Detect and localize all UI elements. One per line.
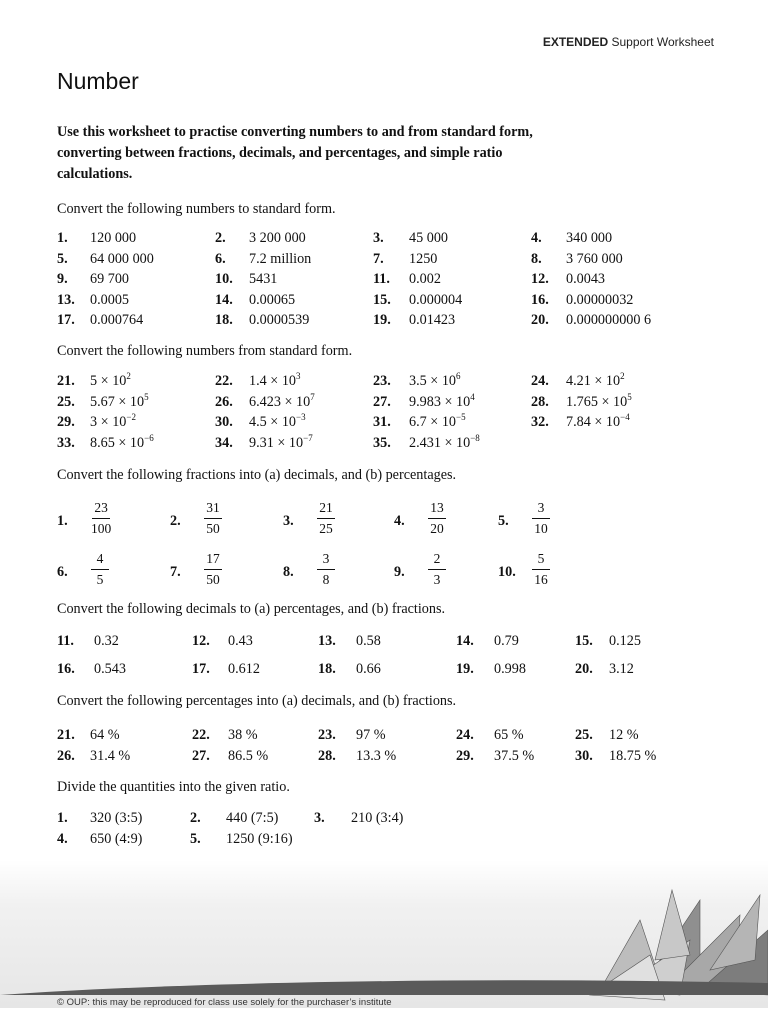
- question-number: 4.: [394, 513, 405, 529]
- question-number: 27.: [192, 747, 210, 764]
- question-number: 3.: [283, 513, 294, 529]
- question-number: 3.: [373, 230, 384, 246]
- percentage-item: [192, 727, 258, 744]
- question-value: $8.65 \times 10^{-6}$: [90, 433, 154, 452]
- question-value: 0.00065: [249, 291, 296, 308]
- question-number: 9.: [394, 564, 405, 580]
- to-standard-item: [531, 250, 623, 268]
- numerator: 21: [317, 498, 335, 519]
- question-number: 28.: [531, 393, 549, 410]
- question-number: 18.: [318, 661, 336, 677]
- from-standard-item: [531, 371, 625, 390]
- question-number: 14.: [456, 633, 474, 649]
- question-value: 0.0005: [90, 291, 130, 308]
- question-number: 22.: [192, 727, 210, 743]
- fraction: [204, 498, 222, 539]
- decimal-item: [575, 661, 634, 678]
- exponent: 2: [126, 371, 131, 381]
- question-value: 3 760 000: [566, 250, 623, 267]
- question-value: 97 %: [356, 727, 386, 743]
- question-number: 7.: [170, 564, 181, 580]
- question-number: 7.: [373, 250, 384, 267]
- question-number: 5.: [498, 513, 509, 529]
- percentage-item: [456, 727, 524, 744]
- fraction-row: [57, 549, 617, 597]
- question-value: 0.58: [356, 633, 381, 649]
- question-value: 69 700: [90, 271, 130, 288]
- question-value: $1.765 \times 10^5$: [566, 391, 632, 410]
- to-standard-item: [215, 271, 278, 288]
- to-standard-item: [57, 271, 130, 288]
- question-value: 650 (4:9): [90, 831, 143, 847]
- percentage-item: [57, 727, 120, 744]
- ratio-item: [190, 810, 279, 827]
- section-5-heading: Convert the following percentages into (a) decimals, and (b) fractions.: [57, 693, 457, 709]
- question-number: 28.: [318, 747, 336, 764]
- question-number: 33.: [57, 435, 75, 452]
- percentage-item: [192, 747, 269, 765]
- question-value: 440 (7:5): [226, 810, 279, 826]
- exponent: −4: [620, 412, 630, 423]
- from-standard-item: [215, 433, 313, 452]
- question-number: 17.: [57, 312, 75, 329]
- question-value: 1250: [409, 250, 438, 267]
- from-standard-item: [531, 391, 632, 411]
- denominator: 10: [534, 521, 548, 536]
- decimal-item: [318, 661, 381, 678]
- denominator: 25: [319, 521, 333, 536]
- question-value: $2.431 \times 10^{-8}$: [409, 433, 480, 452]
- question-value: 0.79: [494, 633, 519, 649]
- decimal-item: [57, 661, 126, 678]
- question-number: 23.: [373, 373, 391, 389]
- question-value: $6.423 \times 10^7$: [249, 391, 315, 410]
- question-value: 13.3 %: [356, 747, 397, 764]
- decimal-item: [575, 633, 641, 650]
- question-value: 0.32: [94, 633, 119, 649]
- percentage-item: [456, 747, 535, 765]
- fraction: [91, 498, 111, 539]
- question-value: 0.125: [609, 633, 641, 649]
- exponent: −5: [456, 412, 466, 423]
- question-number: 30.: [215, 414, 233, 431]
- from-standard-item: [373, 433, 480, 452]
- percentage-item: [575, 747, 657, 765]
- question-value: $4.21 \times 10^2$: [566, 371, 625, 389]
- question-number: 20.: [575, 661, 593, 677]
- to-standard-item: [531, 230, 613, 247]
- question-number: 15.: [373, 291, 391, 308]
- question-value: 38 %: [228, 727, 258, 743]
- section-6-heading: Divide the quantities into the given ratio.: [57, 779, 290, 795]
- question-value: $7.84 \times 10^{-4}$: [566, 412, 630, 431]
- question-number: 12.: [531, 271, 549, 288]
- fraction: [91, 549, 109, 590]
- to-standard-item: [57, 291, 130, 309]
- from-standard-item: [57, 391, 149, 411]
- question-number: 4.: [57, 831, 68, 847]
- decimal-item: [456, 661, 526, 678]
- question-number: 24.: [456, 727, 474, 743]
- to-standard-item: [57, 250, 154, 268]
- question-value: 3 200 000: [249, 230, 306, 246]
- question-number: 11.: [373, 271, 390, 288]
- from-standard-item: [57, 412, 136, 431]
- question-number: 31.: [373, 414, 391, 431]
- from-standard-item: [373, 371, 461, 390]
- question-value: 7.2 million: [249, 250, 312, 267]
- denominator: 16: [534, 572, 548, 587]
- question-value: 0.543: [94, 661, 126, 677]
- percentage-item: [57, 747, 131, 765]
- question-value: 86.5 %: [228, 747, 269, 764]
- question-number: 5.: [57, 250, 68, 267]
- question-number: 6.: [215, 250, 226, 267]
- question-number: 10.: [498, 564, 516, 580]
- denominator: 3: [433, 572, 441, 587]
- question-value: 0.00000032: [566, 291, 634, 308]
- decimal-item: [318, 633, 381, 650]
- fraction: [317, 498, 335, 539]
- question-number: 13.: [318, 633, 336, 649]
- to-standard-item: [373, 312, 456, 329]
- question-value: 64 000 000: [90, 250, 154, 267]
- question-value: 0.000764: [90, 312, 144, 329]
- question-value: 45 000: [409, 230, 449, 246]
- exponent: −8: [470, 433, 480, 444]
- question-value: $1.4 \times 10^3$: [249, 371, 301, 389]
- intro-text: Use this worksheet to practise converting numbers to and from standard form, converting between fractions, decimals, and percentages, and simple ratio calculations.: [57, 124, 533, 182]
- exponent: −6: [144, 433, 154, 444]
- from-standard-item: [531, 412, 630, 431]
- question-number: 21.: [57, 727, 75, 743]
- question-value: 0.43: [228, 633, 253, 649]
- from-standard-item: [215, 371, 301, 390]
- ratio-item: [57, 831, 143, 848]
- exponent: −3: [296, 412, 306, 423]
- question-number: 19.: [373, 312, 391, 329]
- question-value: 210 (3:4): [351, 810, 404, 826]
- to-standard-item: [373, 250, 438, 268]
- question-number: 11.: [57, 633, 74, 649]
- question-value: 0.01423: [409, 312, 456, 329]
- fraction: [317, 549, 335, 590]
- numerator: 23: [92, 498, 110, 519]
- section-1-heading: Convert the following numbers to standard form.: [57, 201, 336, 217]
- fraction: [532, 549, 550, 590]
- question-value: $5.67 \times 10^5$: [90, 391, 149, 410]
- from-standard-item: [373, 412, 466, 431]
- question-number: 10.: [215, 271, 233, 288]
- exponent: 4: [470, 391, 475, 402]
- exponent: 5: [627, 391, 632, 402]
- question-number: 24.: [531, 373, 549, 389]
- question-value: 0.66: [356, 661, 381, 677]
- denominator: 5: [96, 572, 104, 587]
- from-standard-item: [215, 412, 306, 431]
- question-number: 3.: [314, 810, 325, 826]
- exponent: 3: [296, 371, 301, 381]
- to-standard-item: [531, 271, 606, 288]
- question-value: $3 \times 10^{-2}$: [90, 412, 136, 431]
- question-number: 19.: [456, 661, 474, 677]
- decimal-item: [192, 661, 260, 678]
- question-number: 6.: [57, 564, 68, 580]
- exponent: 2: [620, 371, 625, 381]
- fraction: [428, 498, 446, 539]
- decimal-item: [57, 633, 119, 650]
- percentage-item: [318, 727, 386, 744]
- question-number: 25.: [57, 393, 75, 410]
- decimal-item: [192, 633, 253, 650]
- from-standard-item: [57, 371, 131, 390]
- question-number: 25.: [575, 727, 593, 743]
- numerator: 2: [428, 549, 446, 570]
- question-value: 120 000: [90, 230, 137, 246]
- question-number: 22.: [215, 373, 233, 389]
- from-standard-item: [57, 433, 154, 452]
- ratio-item: [57, 810, 143, 827]
- question-number: 14.: [215, 291, 233, 308]
- section-3-heading: Convert the following fractions into (a) decimals, and (b) percentages.: [57, 467, 457, 483]
- question-number: 4.: [531, 230, 542, 246]
- question-value: $4.5 \times 10^{-3}$: [249, 412, 306, 431]
- to-standard-item: [531, 312, 652, 329]
- question-number: 2.: [170, 513, 181, 529]
- question-value: 0.000004: [409, 291, 463, 308]
- footer-swoosh: [0, 975, 768, 995]
- percentage-item: [575, 727, 639, 744]
- question-value: 37.5 %: [494, 747, 535, 764]
- question-number: 8.: [531, 250, 542, 267]
- to-standard-item: [57, 312, 144, 329]
- question-number: 16.: [531, 291, 549, 308]
- question-value: $6.7 \times 10^{-5}$: [409, 412, 466, 431]
- percentage-item: [318, 747, 397, 765]
- exponent: −2: [126, 412, 136, 423]
- question-number: 32.: [531, 414, 549, 431]
- to-standard-item: [57, 230, 137, 247]
- section-4-heading: Convert the following decimals to (a) percentages, and (b) fractions.: [57, 601, 446, 617]
- ratio-item: [190, 831, 293, 848]
- numerator: 3: [532, 498, 550, 519]
- numerator: 31: [204, 498, 222, 519]
- question-number: 29.: [456, 747, 474, 764]
- to-standard-item: [531, 291, 634, 309]
- denominator: 50: [206, 572, 220, 587]
- to-standard-item: [215, 291, 296, 309]
- question-value: $9.31 \times 10^{-7}$: [249, 433, 313, 452]
- question-number: 29.: [57, 414, 75, 431]
- fraction: [428, 549, 446, 590]
- question-value: 340 000: [566, 230, 613, 246]
- question-number: 5.: [190, 831, 201, 847]
- copyright-notice: © OUP: this may be reproduced for class use solely for the purchaser’s institute: [57, 997, 392, 1008]
- denominator: 8: [322, 572, 330, 587]
- question-number: 15.: [575, 633, 593, 649]
- decimal-item: [456, 633, 519, 650]
- from-standard-item: [373, 391, 475, 411]
- to-standard-item: [373, 291, 463, 309]
- question-value: 18.75 %: [609, 747, 657, 764]
- question-number: 20.: [531, 312, 549, 329]
- page-title: Number: [57, 68, 139, 94]
- numerator: 13: [428, 498, 446, 519]
- fraction: [204, 549, 222, 590]
- question-value: 64 %: [90, 727, 120, 743]
- question-value: 65 %: [494, 727, 524, 743]
- question-number: 1.: [57, 513, 68, 529]
- header-rest: Support Worksheet: [608, 35, 714, 49]
- question-value: 5431: [249, 271, 278, 288]
- to-standard-item: [373, 271, 441, 288]
- question-number: 21.: [57, 373, 75, 389]
- to-standard-item: [215, 250, 312, 268]
- question-value: 0.612: [228, 661, 260, 677]
- question-number: 26.: [215, 393, 233, 410]
- question-number: 2.: [190, 810, 201, 826]
- question-value: 0.0043: [566, 271, 606, 288]
- question-number: 9.: [57, 271, 68, 288]
- to-standard-item: [215, 312, 310, 329]
- question-value: 1250 (9:16): [226, 831, 293, 847]
- from-standard-item: [215, 391, 315, 411]
- question-number: 18.: [215, 312, 233, 329]
- question-value: $5 \times 10^2$: [90, 371, 131, 389]
- question-number: 12.: [192, 633, 210, 649]
- to-standard-item: [373, 230, 449, 247]
- question-value: 12 %: [609, 727, 639, 743]
- ratio-item: [314, 810, 404, 827]
- exponent: 7: [310, 391, 315, 402]
- question-number: 35.: [373, 435, 391, 452]
- denominator: 100: [91, 521, 112, 536]
- exponent: 5: [144, 391, 149, 402]
- question-value: 0.0000539: [249, 312, 310, 329]
- question-value: 31.4 %: [90, 747, 131, 764]
- denominator: 50: [206, 521, 220, 536]
- numerator: 3: [317, 549, 335, 570]
- exponent: 6: [456, 371, 461, 381]
- question-value: $3.5 \times 10^6$: [409, 371, 461, 389]
- fraction: [532, 498, 550, 539]
- question-number: 27.: [373, 393, 391, 410]
- question-value: 0.002: [409, 271, 441, 288]
- question-number: 13.: [57, 291, 75, 308]
- question-number: 34.: [215, 435, 233, 452]
- fraction-row: [57, 498, 617, 546]
- question-value: 3.12: [609, 661, 634, 677]
- question-number: 8.: [283, 564, 294, 580]
- denominator: 20: [430, 521, 444, 536]
- question-number: 2.: [215, 230, 226, 246]
- header-bold: EXTENDED: [542, 35, 609, 49]
- exponent: −7: [303, 433, 313, 444]
- question-number: 30.: [575, 747, 593, 764]
- numerator: 17: [204, 549, 222, 570]
- question-value: $9.983 \times 10^4$: [409, 391, 475, 410]
- section-2-heading: Convert the following numbers from standard form.: [57, 343, 353, 359]
- question-value: 0.000000000 6: [566, 312, 652, 329]
- question-number: 23.: [318, 727, 336, 743]
- to-standard-item: [215, 230, 306, 247]
- worksheet-header: [543, 35, 714, 49]
- question-number: 17.: [192, 661, 210, 677]
- question-value: 320 (3:5): [90, 810, 143, 826]
- question-number: 26.: [57, 747, 75, 764]
- numerator: 4: [91, 549, 109, 570]
- question-number: 1.: [57, 810, 68, 826]
- numerator: 5: [532, 549, 550, 570]
- question-number: 16.: [57, 661, 75, 677]
- question-number: 1.: [57, 230, 68, 246]
- question-value: 0.998: [494, 661, 526, 677]
